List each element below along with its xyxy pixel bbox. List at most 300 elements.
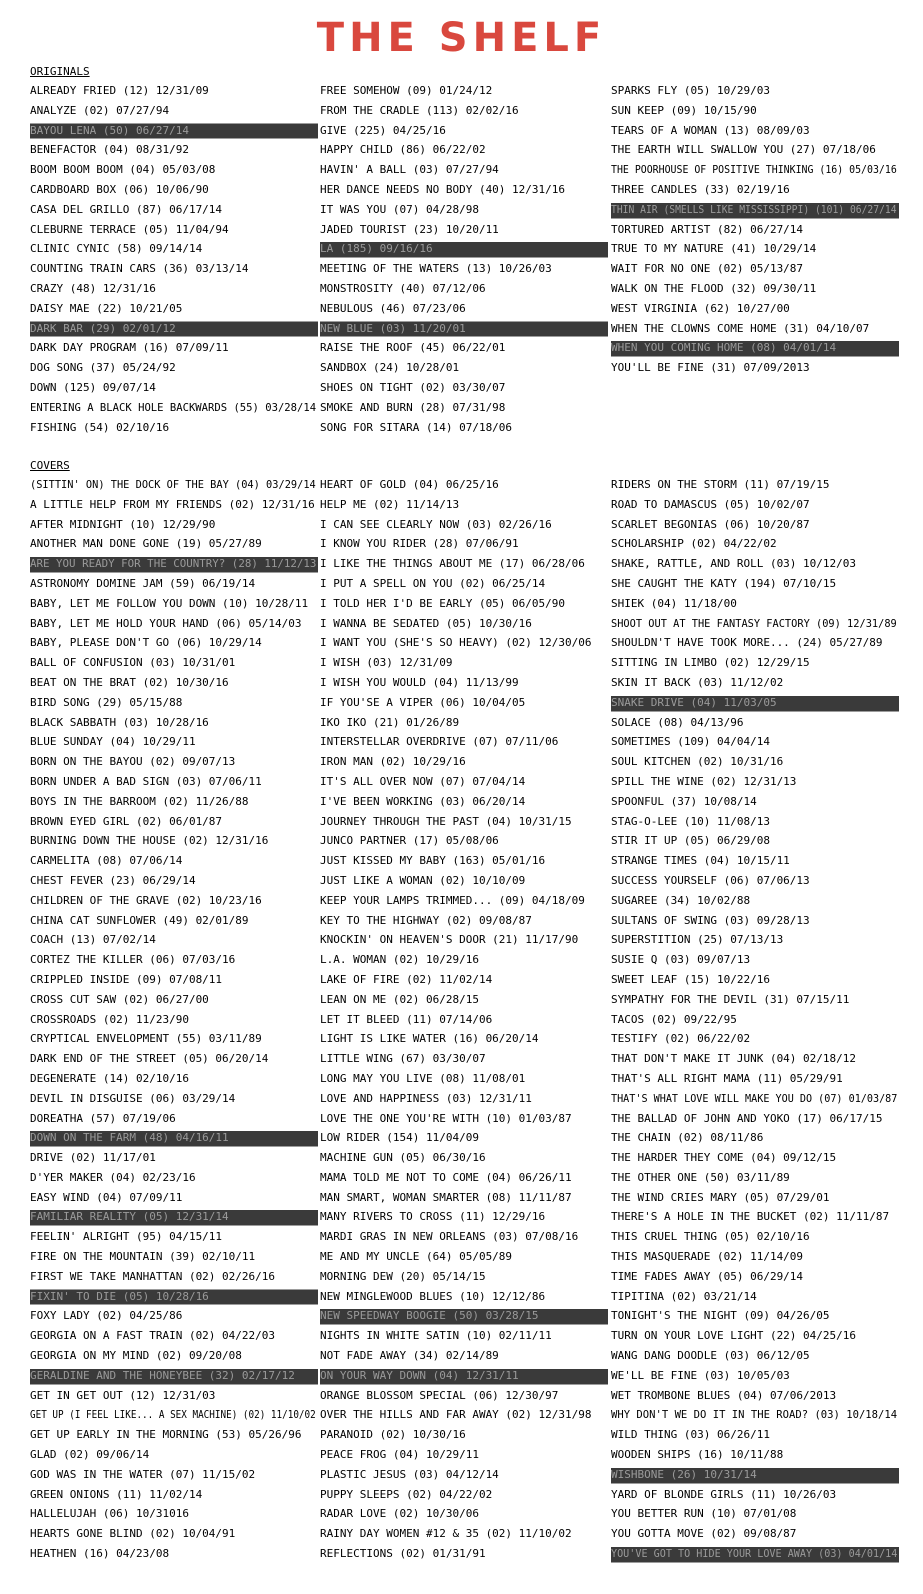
song-entry-text: LONG MAY YOU LIVE (08) 11/08/01 (320, 1071, 526, 1085)
song-entry-text: SOUL KITCHEN (02) 10/31/16 (611, 755, 784, 769)
song-entry (320, 1128, 608, 1148)
song-entry (320, 1109, 608, 1129)
song-entry-text: GEORGIA ON MY MIND (02) 09/20/08 (30, 1349, 242, 1363)
song-entry (611, 574, 899, 594)
song-entry-text: I CAN SEE CLEARLY NOW (03) 02/26/16 (320, 517, 552, 531)
song-entry-text: LITTLE WING (67) 03/30/07 (320, 1052, 486, 1066)
song-entry (611, 121, 899, 141)
song-entry-text: I WISH YOU WOULD (04) 11/13/99 (320, 675, 519, 689)
song-entry (611, 871, 899, 891)
song-entry-text: CORTEZ THE KILLER (06) 07/03/16 (30, 953, 236, 967)
song-entry (611, 180, 899, 200)
song-entry-text: MACHINE GUN (05) 06/30/16 (320, 1151, 486, 1165)
song-entry (30, 1247, 318, 1267)
song-entry (320, 81, 608, 101)
song-entry-text: ARE YOU READY FOR THE COUNTRY? (28) 11/12/13 (30, 557, 317, 571)
song-entry (30, 792, 318, 812)
song-entry (320, 534, 608, 554)
song-entry (30, 1267, 318, 1287)
song-entry-text: ON YOUR WAY DOWN (04) 12/31/11 (320, 1368, 519, 1382)
song-entry-text: THAT'S ALL RIGHT MAMA (11) 05/29/91 (611, 1071, 843, 1085)
song-entry-text: THE POORHOUSE OF POSITIVE THINKING (16) 05/03/16 (611, 163, 897, 177)
song-entry-text: CHINA CAT SUNFLOWER (49) 02/01/89 (30, 913, 249, 927)
song-entry (611, 1445, 899, 1465)
song-entry (30, 1346, 318, 1366)
song-entry (611, 475, 899, 495)
song-entry (320, 673, 608, 693)
song-entry-text: GREEN ONIONS (11) 11/02/14 (30, 1487, 203, 1501)
song-entry (320, 554, 608, 574)
song-entry (320, 180, 608, 200)
song-entry-text: ALREADY FRIED (12) 12/31/09 (30, 84, 209, 97)
song-entry-text: IT WAS YOU (07) 04/28/98 (320, 202, 479, 216)
song-entry (611, 101, 899, 121)
song-entry-text: SHOOT OUT AT THE FANTASY FACTORY (09) 12/31/89 (611, 616, 897, 630)
song-entry-text: PUPPY SLEEPS (02) 04/22/02 (320, 1487, 493, 1501)
song-entry-text: LAKE OF FIRE (02) 11/02/14 (320, 972, 493, 986)
song-entry-text: BABY, LET ME FOLLOW YOU DOWN (10) 10/28/11 (30, 596, 309, 610)
song-entry (611, 554, 899, 574)
song-entry-text: HELP ME (02) 11/14/13 (320, 497, 460, 511)
song-entry (30, 1306, 318, 1326)
song-entry (30, 831, 318, 851)
song-entry (320, 653, 608, 673)
song-entry (611, 930, 899, 950)
song-entry (611, 1029, 899, 1049)
song-entry-text: NEBULOUS (46) 07/23/06 (320, 301, 466, 315)
song-entry-text: FIRST WE TAKE MANHATTAN (02) 02/26/16 (30, 1269, 276, 1283)
song-entry-text: THE HARDER THEY COME (04) 09/12/15 (611, 1151, 837, 1165)
song-entry-text: CRYPTICAL ENVELOPMENT (55) 03/11/89 (30, 1032, 262, 1046)
song-entry-text: WET TROMBONE BLUES (04) 07/06/2013 (611, 1388, 837, 1402)
song-entry (30, 614, 318, 634)
song-entry-text: NIGHTS IN WHITE SATIN (10) 02/11/11 (320, 1329, 552, 1343)
song-entry (30, 140, 318, 160)
song-entry-text: DOWN ON THE FARM (48) 04/16/11 (30, 1131, 229, 1145)
song-entry-text: MORNING DEW (20) 05/14/15 (320, 1269, 486, 1283)
song-entry-text: LIGHT IS LIKE WATER (16) 06/20/14 (320, 1032, 539, 1046)
song-entry (30, 418, 318, 438)
covers-column-1 (30, 475, 318, 1564)
song-entry-text: CHEST FEVER (23) 06/29/14 (30, 873, 196, 887)
song-entry-highlighted (611, 693, 899, 713)
song-entry (320, 1405, 608, 1425)
song-entry (30, 378, 318, 398)
song-entry (30, 81, 318, 101)
song-entry-text: BABY, LET ME HOLD YOUR HAND (06) 05/14/03 (30, 616, 302, 630)
song-entry (30, 713, 318, 733)
song-entry-text: THIN AIR (SMELLS LIKE MISSISSIPPI) (101) 06/27/14 (611, 202, 897, 216)
song-entry-text: TURN ON YOUR LOVE LIGHT (22) 04/25/16 (611, 1329, 857, 1343)
song-entry (320, 1386, 608, 1406)
song-entry-text: SYMPATHY FOR THE DEVIL (31) 07/15/11 (611, 992, 850, 1006)
song-entry-text: THREE CANDLES (33) 02/19/16 (611, 182, 790, 196)
song-entry-text: TACOS (02) 09/22/95 (611, 1012, 737, 1026)
song-entry (30, 1010, 318, 1030)
song-entry-text: DEVIL IN DISGUISE (06) 03/29/14 (30, 1091, 236, 1105)
song-entry (320, 418, 608, 438)
song-entry-text: TRUE TO MY NATURE (41) 10/29/14 (611, 242, 817, 256)
song-entry-text: BABY, PLEASE DON'T GO (06) 10/29/14 (30, 636, 262, 650)
song-entry (320, 495, 608, 515)
song-entry (320, 1247, 608, 1267)
song-entry (611, 653, 899, 673)
song-entry (30, 475, 318, 495)
originals-column-1 (30, 81, 318, 437)
song-entry-text: KEEP YOUR LAMPS TRIMMED... (09) 04/18/09 (320, 893, 585, 907)
song-entry-text: SHAKE, RATTLE, AND ROLL (03) 10/12/03 (611, 557, 857, 571)
song-entry (320, 1168, 608, 1188)
song-entry (30, 338, 318, 358)
song-entry (320, 338, 608, 358)
song-entry (30, 1425, 318, 1445)
song-entry (611, 279, 899, 299)
song-entry-highlighted (30, 1287, 318, 1307)
song-entry (611, 140, 899, 160)
song-entry-text: TEARS OF A WOMAN (13) 08/09/03 (611, 123, 810, 137)
song-entry (320, 1445, 608, 1465)
song-entry-text: FROM THE CRADLE (113) 02/02/16 (320, 103, 519, 117)
song-entry-text: INTERSTELLAR OVERDRIVE (07) 07/11/06 (320, 735, 559, 749)
song-entry (320, 713, 608, 733)
song-entry-text: TIPITINA (02) 03/21/14 (611, 1289, 757, 1303)
section-heading-covers: COVERS (30, 459, 70, 472)
song-entry-highlighted (30, 121, 318, 141)
song-entry-text: I PUT A SPELL ON YOU (02) 06/25/14 (320, 576, 546, 590)
song-entry-text: MARDI GRAS IN NEW ORLEANS (03) 07/08/16 (320, 1230, 579, 1244)
song-entry (320, 1485, 608, 1505)
song-entry-text: BOOM BOOM BOOM (04) 05/03/08 (30, 163, 216, 177)
song-entry (320, 1425, 608, 1445)
song-entry-text: SHOULDN'T HAVE TOOK MORE... (24) 05/27/89 (611, 636, 883, 650)
song-entry-text: RIDERS ON THE STORM (11) 07/19/15 (611, 478, 830, 491)
song-entry (30, 1069, 318, 1089)
song-entry-text: YOU'LL BE FINE (31) 07/09/2013 (611, 361, 810, 375)
song-entry (611, 812, 899, 832)
song-entry (30, 1524, 318, 1544)
song-entry (611, 1386, 899, 1406)
song-entry-text: LA (185) 09/16/16 (320, 242, 433, 256)
song-entry-text: SULTANS OF SWING (03) 09/28/13 (611, 913, 810, 927)
song-entry (320, 594, 608, 614)
song-entry-text: WALK ON THE FLOOD (32) 09/30/11 (611, 281, 817, 295)
song-entry (320, 970, 608, 990)
song-entry (611, 792, 899, 812)
song-entry-text: SPOONFUL (37) 10/08/14 (611, 794, 757, 808)
song-entry (611, 1405, 899, 1425)
song-entry-text: MAN SMART, WOMAN SMARTER (08) 11/11/87 (320, 1190, 572, 1204)
song-entry (611, 1188, 899, 1208)
song-entry-text: CROSSROADS (02) 11/23/90 (30, 1012, 189, 1026)
song-entry-text: SWEET LEAF (15) 10/22/16 (611, 972, 770, 986)
song-entry-highlighted (30, 1366, 318, 1386)
song-entry-text: BORN UNDER A BAD SIGN (03) 07/06/11 (30, 774, 262, 788)
song-entry-text: HAVIN' A BALL (03) 07/27/94 (320, 163, 499, 177)
song-entry-text: GET UP EARLY IN THE MORNING (53) 05/26/96 (30, 1428, 302, 1442)
song-entry (30, 653, 318, 673)
song-entry (611, 891, 899, 911)
song-entry (611, 1207, 899, 1227)
song-entry (611, 319, 899, 339)
song-entry-highlighted (30, 1207, 318, 1227)
song-entry-highlighted (611, 338, 899, 358)
song-entry (30, 1465, 318, 1485)
song-entry-text: FIRE ON THE MOUNTAIN (39) 02/10/11 (30, 1250, 256, 1264)
song-entry (611, 534, 899, 554)
song-entry-text: BOYS IN THE BARROOM (02) 11/26/88 (30, 794, 249, 808)
song-entry (30, 1445, 318, 1465)
song-entry (30, 1544, 318, 1564)
song-entry (611, 1346, 899, 1366)
song-entry (30, 633, 318, 653)
song-entry (30, 1227, 318, 1247)
song-entry (320, 871, 608, 891)
song-entry-text: LOVE THE ONE YOU'RE WITH (10) 01/03/87 (320, 1111, 572, 1125)
song-entry-text: ME AND MY UNCLE (64) 05/05/89 (320, 1250, 513, 1264)
song-entry-text: GOD WAS IN THE WATER (07) 11/15/02 (30, 1467, 256, 1481)
song-entry-text: MONSTROSITY (40) 07/12/06 (320, 281, 486, 295)
song-entry (30, 752, 318, 772)
song-entry (30, 812, 318, 832)
song-entry (320, 160, 608, 180)
song-entry-text: IKO IKO (21) 01/26/89 (320, 715, 460, 729)
song-entry-text: WISHBONE (26) 10/31/14 (611, 1467, 757, 1481)
song-entry-text: NEW SPEEDWAY BOOGIE (50) 03/28/15 (320, 1309, 539, 1323)
song-entry (611, 299, 899, 319)
song-entry (611, 1010, 899, 1030)
song-entry-text: WILD THING (03) 06/26/11 (611, 1428, 770, 1442)
song-entry (611, 1247, 899, 1267)
song-entry-text: LOW RIDER (154) 11/04/09 (320, 1131, 479, 1145)
song-entry (611, 1168, 899, 1188)
song-entry (30, 515, 318, 535)
song-entry (320, 515, 608, 535)
song-entry (611, 950, 899, 970)
song-entry (611, 594, 899, 614)
song-entry-text: HEATHEN (16) 04/23/08 (30, 1547, 170, 1561)
song-entry (611, 259, 899, 279)
song-entry-text: FREE SOMEHOW (09) 01/24/12 (320, 84, 493, 97)
song-entry-text: REFLECTIONS (02) 01/31/91 (320, 1547, 486, 1561)
song-entry-text: LET IT BLEED (11) 07/14/06 (320, 1012, 493, 1026)
song-entry-text: TIME FADES AWAY (05) 06/29/14 (611, 1269, 804, 1283)
song-entry (30, 398, 318, 418)
song-entry (320, 990, 608, 1010)
song-entry-text: FAMILIAR REALITY (05) 12/31/14 (30, 1210, 229, 1224)
song-entry (320, 1188, 608, 1208)
song-entry-highlighted (320, 1366, 608, 1386)
song-entry-text: SUN KEEP (09) 10/15/90 (611, 103, 757, 117)
song-entry (30, 358, 318, 378)
song-entry-text: SKIN IT BACK (03) 11/12/02 (611, 675, 784, 689)
song-entry-text: SPARKS FLY (05) 10/29/03 (611, 84, 770, 97)
song-entry-text: CRIPPLED INSIDE (09) 07/08/11 (30, 972, 223, 986)
song-entry (30, 1485, 318, 1505)
song-entry (30, 1386, 318, 1406)
song-entry-text: PLASTIC JESUS (03) 04/12/14 (320, 1467, 499, 1481)
song-entry-text: ANALYZE (02) 07/27/94 (30, 103, 170, 117)
song-entry (611, 772, 899, 792)
song-entry-text: D'YER MAKER (04) 02/23/16 (30, 1170, 196, 1184)
song-entry (611, 220, 899, 240)
song-entry (320, 772, 608, 792)
song-entry-text: NEW MINGLEWOOD BLUES (10) 12/12/86 (320, 1289, 546, 1303)
song-entry-text: CHILDREN OF THE GRAVE (02) 10/23/16 (30, 893, 262, 907)
song-entry-text: COUNTING TRAIN CARS (36) 03/13/14 (30, 262, 249, 276)
song-entry-text: SNAKE DRIVE (04) 11/03/05 (611, 695, 777, 709)
song-entry (611, 1128, 899, 1148)
song-entry (30, 950, 318, 970)
song-entry (30, 1089, 318, 1109)
song-entry-text: THE EARTH WILL SWALLOW YOU (27) 07/18/06 (611, 143, 876, 157)
song-entry-text: THE CHAIN (02) 08/11/86 (611, 1131, 764, 1145)
song-entry-text: A LITTLE HELP FROM MY FRIENDS (02) 12/31/16 (30, 497, 315, 511)
song-entry (320, 1227, 608, 1247)
song-entry-text: I LIKE THE THINGS ABOUT ME (17) 06/28/06 (320, 557, 585, 571)
song-entry (320, 358, 608, 378)
song-entry-text: THAT DON'T MAKE IT JUNK (04) 02/18/12 (611, 1052, 857, 1066)
song-entry (320, 101, 608, 121)
song-entry-text: DRIVE (02) 11/17/01 (30, 1151, 156, 1165)
song-entry (320, 220, 608, 240)
song-entry-text: COACH (13) 07/02/14 (30, 933, 156, 947)
song-entry-text: DARK END OF THE STREET (05) 06/20/14 (30, 1052, 269, 1066)
song-entry-text: HEARTS GONE BLIND (02) 10/04/91 (30, 1527, 236, 1541)
song-entry (611, 1485, 899, 1505)
song-entry (611, 1524, 899, 1544)
song-entry (30, 911, 318, 931)
song-entry-text: WHEN YOU COMING HOME (08) 04/01/14 (611, 341, 837, 355)
song-entry-text: STAG-O-LEE (10) 11/08/13 (611, 814, 770, 828)
song-entry-text: JOURNEY THROUGH THE PAST (04) 10/31/15 (320, 814, 572, 828)
song-entry-text: BEAT ON THE BRAT (02) 10/30/16 (30, 675, 229, 689)
song-entry (30, 495, 318, 515)
song-entry-text: NEW BLUE (03) 11/20/01 (320, 321, 466, 335)
song-entry-highlighted (611, 200, 899, 220)
song-entry-text: L.A. WOMAN (02) 10/29/16 (320, 953, 479, 967)
song-entry-text: HALLELUJAH (06) 10/31016 (30, 1507, 189, 1521)
song-entry-text: I KNOW YOU RIDER (28) 07/06/91 (320, 537, 519, 551)
song-entry (30, 259, 318, 279)
song-entry (30, 1326, 318, 1346)
song-entry (611, 1069, 899, 1089)
song-entry-text: HAPPY CHILD (86) 06/22/02 (320, 143, 486, 157)
song-entry-text: FEELIN' ALRIGHT (95) 04/15/11 (30, 1230, 223, 1244)
song-entry-text: GERALDINE AND THE HONEYBEE (32) 02/17/12 (30, 1368, 295, 1382)
song-entry (30, 101, 318, 121)
song-entry-text: WAIT FOR NO ONE (02) 05/13/87 (611, 262, 804, 276)
song-entry-text: BROWN EYED GIRL (02) 06/01/87 (30, 814, 223, 828)
song-entry-text: BALL OF CONFUSION (03) 10/31/01 (30, 656, 236, 670)
song-entry (320, 693, 608, 713)
song-entry (320, 950, 608, 970)
song-entry-text: SUPERSTITION (25) 07/13/13 (611, 933, 784, 947)
song-entry-text: SCARLET BEGONIAS (06) 10/20/87 (611, 517, 810, 531)
song-entry (611, 970, 899, 990)
covers-column-2 (320, 475, 608, 1564)
song-entry-text: IF YOU'SE A VIPER (06) 10/04/05 (320, 695, 526, 709)
song-entry-text: RADAR LOVE (02) 10/30/06 (320, 1507, 479, 1521)
song-entry-text: BURNING DOWN THE HOUSE (02) 12/31/16 (30, 834, 269, 848)
song-entry-text: HEART OF GOLD (04) 06/25/16 (320, 478, 499, 491)
song-entry (320, 121, 608, 141)
page-title: THE SHELF (316, 15, 607, 61)
song-entry (320, 891, 608, 911)
song-entry-text: PEACE FROG (04) 10/29/11 (320, 1448, 479, 1462)
song-entry-text: THE WIND CRIES MARY (05) 07/29/01 (611, 1190, 830, 1204)
song-entry (320, 475, 608, 495)
song-entry-text: ROAD TO DAMASCUS (05) 10/02/07 (611, 497, 810, 511)
song-entry (30, 1148, 318, 1168)
song-entry-text: CASA DEL GRILLO (87) 06/17/14 (30, 202, 223, 216)
song-entry-text: THIS MASQUERADE (02) 11/14/09 (611, 1250, 804, 1264)
song-entry (320, 1544, 608, 1564)
song-entry (320, 831, 608, 851)
song-entry-text: TORTURED ARTIST (82) 06/27/14 (611, 222, 804, 236)
song-entry-text: BIRD SONG (29) 05/15/88 (30, 695, 183, 709)
song-entry-text: JUST LIKE A WOMAN (02) 10/10/09 (320, 873, 526, 887)
song-entry-text: KNOCKIN' ON HEAVEN'S DOOR (21) 11/17/90 (320, 933, 579, 947)
song-entry (30, 851, 318, 871)
song-entry (30, 1504, 318, 1524)
song-entry-text: SPILL THE WINE (02) 12/31/13 (611, 774, 797, 788)
song-entry-highlighted (611, 1465, 899, 1485)
song-entry-text: LEAN ON ME (02) 06/28/15 (320, 992, 479, 1006)
song-entry-text: GEORGIA ON A FAST TRAIN (02) 04/22/03 (30, 1329, 276, 1343)
song-entry-text: STRANGE TIMES (04) 10/15/11 (611, 854, 790, 868)
song-entry-text: (SITTIN' ON) THE DOCK OF THE BAY (04) 03/29/14 (30, 478, 316, 491)
song-entry-text: GET UP (I FEEL LIKE... A SEX MACHINE) (02) 11/10/02 (30, 1408, 316, 1422)
song-entry-text: I WANNA BE SEDATED (05) 10/30/16 (320, 616, 532, 630)
song-entry (320, 732, 608, 752)
song-entry (611, 713, 899, 733)
song-entry (320, 1267, 608, 1287)
song-entry-text: IT'S ALL OVER NOW (07) 07/04/14 (320, 774, 526, 788)
song-entry-text: DOG SONG (37) 05/24/92 (30, 361, 176, 375)
song-entry (30, 1109, 318, 1129)
song-entry (30, 930, 318, 950)
song-entry (30, 239, 318, 259)
song-entry (320, 851, 608, 871)
song-entry (611, 614, 899, 634)
song-entry-text: HER DANCE NEEDS NO BODY (40) 12/31/16 (320, 182, 566, 196)
song-entry (611, 633, 899, 653)
song-entry-text: JUNCO PARTNER (17) 05/08/06 (320, 834, 499, 848)
song-entry (611, 1366, 899, 1386)
song-entry-text: FISHING (54) 02/10/16 (30, 420, 170, 434)
song-entry (30, 279, 318, 299)
song-entry-text: WEST VIRGINIA (62) 10/27/00 (611, 301, 790, 315)
song-entry (611, 1109, 899, 1129)
song-entry-text: BENEFACTOR (04) 08/31/92 (30, 143, 189, 157)
song-entry-text: BLUE SUNDAY (04) 10/29/11 (30, 735, 196, 749)
song-entry-text: DARK DAY PROGRAM (16) 07/09/11 (30, 341, 229, 355)
song-entry (611, 239, 899, 259)
song-entry-text: THERE'S A HOLE IN THE BUCKET (02) 11/11/87 (611, 1210, 890, 1224)
song-entry-text: DARK BAR (29) 02/01/12 (30, 321, 176, 335)
song-entry-text: SHOES ON TIGHT (02) 03/30/07 (320, 380, 506, 394)
song-entry (320, 259, 608, 279)
song-entry-text: FIXIN' TO DIE (05) 10/28/16 (30, 1289, 209, 1303)
song-entry (611, 911, 899, 931)
song-entry (320, 930, 608, 950)
song-entry-highlighted (30, 1128, 318, 1148)
song-entry-text: JUST KISSED MY BABY (163) 05/01/16 (320, 854, 546, 868)
song-entry (320, 1069, 608, 1089)
song-entry (611, 81, 899, 101)
song-entry-text: I WISH (03) 12/31/09 (320, 656, 453, 670)
song-entry (611, 831, 899, 851)
